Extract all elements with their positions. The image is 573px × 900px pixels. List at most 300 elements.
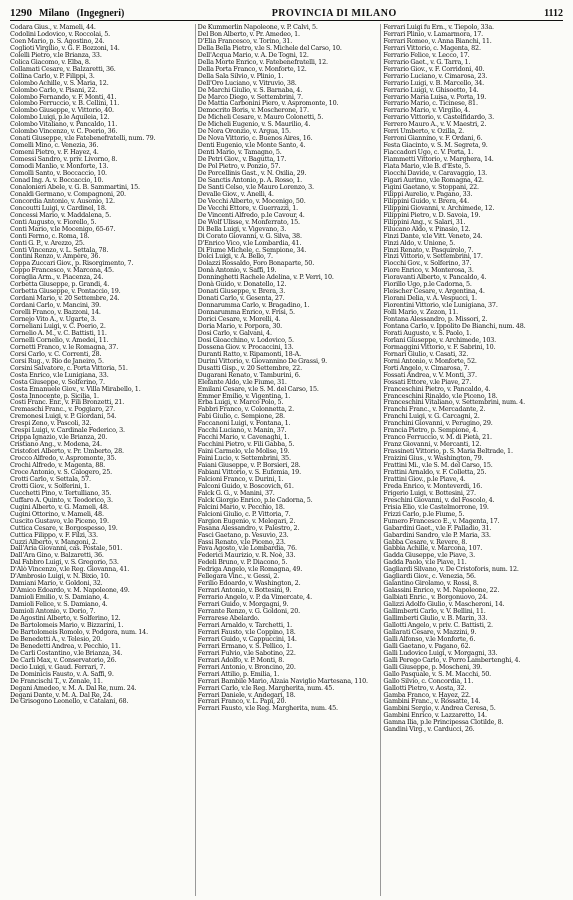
directory-entry: De Wolf Ulisse, v. Monferrato, 15. <box>197 217 300 226</box>
directory-entry: Fava Agosto, v.le Lombardia, 76. <box>197 544 297 553</box>
directory-entry: Ferrari Plinio, v. Lamarmora, 17. <box>383 29 484 38</box>
directory-entry: Ferrario Felice, v. Lecco, 17. <box>383 50 470 59</box>
directory-entry: Gabardini Sandro, v.le P. Maria, 33. <box>383 530 491 539</box>
directory-entry: Ferrario Gaet., v. G. Tarra, 1. <box>383 57 471 66</box>
directory-entry: Devalle Giov., v. Anelli, 4. <box>197 189 274 198</box>
directory-entry: Fraizini Gius., v. Washington, 79. <box>383 454 484 463</box>
directory-entry: Fasci Gaetano, p. Vesuvio, 23. <box>197 530 289 539</box>
directory-entry: Crespi Zeno, v. Pascoli, 32. <box>10 419 92 428</box>
directory-entry: Figari Aurimo, v.le Romagna, 42. <box>383 175 484 184</box>
directory-entry: De Vecchi Ettore, v. Guerrazzi, 1. <box>197 203 298 212</box>
directory-entry: D'Enrico Vico, v.le Lombardia, 41. <box>197 238 302 247</box>
directory-entry: Cucchetti Pino, v. Tertulliano, 35. <box>10 488 112 497</box>
directory-entry: De Nora Oronzio, v. Argua, 15. <box>197 127 291 136</box>
directory-entry: Corelli Franco, v. Bazzoni, 14. <box>10 308 101 317</box>
directory-entry: Fabbri Franco, v. Colonnetta, 2. <box>197 405 294 414</box>
directory-entry: Dugarani Renato, v. Tamburini, 6. <box>197 370 301 379</box>
directory-entry: Galantino Girolamo, v. Rossi, 8. <box>383 579 479 588</box>
directory-entry: Francia Pietro, p. Sempione, 4. <box>383 426 479 435</box>
directory-entry: Ferrario Maria Luisa, v. Porta, 19. <box>383 92 487 101</box>
directory-entry: D'Amico Edoardo, v. M. Napoleone, 49. <box>10 586 130 595</box>
directory-entry: De Dominicis Fausto, v. A. Saffi, 9. <box>10 669 114 678</box>
directory-entry: Gallimberti Giulio, v. B. Marin, 33. <box>383 614 488 623</box>
directory-entry: Costi Franc. Enr., v. Fili Bronzetti, 21. <box>10 398 125 407</box>
directory-entry: Conti Fermo, c. Roma, 18. <box>10 231 90 240</box>
directory-entry: De Santi Celso, v.le Mauro Lorenzo, 3. <box>197 182 314 191</box>
directory-entry: Facchini Pietro, v. Fili Gabba, 5. <box>197 440 295 449</box>
directory-entry: Gallarati Cesare, v. Mazzini, 9. <box>383 627 477 636</box>
directory-entry: Fiaccadori Ugo, c. V. Porta, 1. <box>383 148 474 157</box>
directory-entry: Dusatti Gisp., v. 20 Settembre, 22. <box>197 363 302 372</box>
directory-entry: Comeni Pietro, v. F. Hayez, 4. <box>10 148 99 157</box>
directory-entry: Croce Antonio, v. S. Calogero, 25. <box>10 468 113 476</box>
directory-entry: Fumero Francesco E., v. Magenta, 17. <box>383 516 500 525</box>
directory-entry: Fabi Giulio, c. Sempione, 28. <box>197 412 285 421</box>
directory-entry: Dolazzi Rossaldo, Foro Bonaparte, 50. <box>197 259 315 268</box>
directory-entry: Gallotti Pietro, v. Aosta, 32. <box>383 683 467 692</box>
directory-entry: Gabba Cesare, v. Revere, 8. <box>383 537 468 546</box>
directory-entry: Del Bon Alberto, v. Pr. Amedeo, 1. <box>197 29 300 38</box>
directory-entry: Donninghetti Rachele Adelina, v. P. Verri, 10. <box>197 273 334 282</box>
directory-entry: Gallotti Angelo, v. priv. C. Battisti, 2. <box>383 620 493 629</box>
directory-entry: Colombo Fernando, v. F. Monti, 41. <box>10 92 117 101</box>
directory-entry: Finzi Vittorio, v. Settembrini, 17. <box>383 252 483 261</box>
directory-entry: Doria Mario, v. Porpora, 30. <box>197 321 283 330</box>
directory-entry: Filippini Pietro, v. D. Savoia, 19. <box>383 210 481 219</box>
directory-entry: Ferrari Daniele, v. Andegari, 18. <box>197 690 296 699</box>
directory-entry: Corbetta Giuseppe, v. Pontaccio, 19. <box>10 287 121 296</box>
directory-entry: Corneliani Luigi, v. C. Poerio, 2. <box>10 321 106 330</box>
directory-entry: Crotti Carlo, v. Settala, 57. <box>10 474 91 483</box>
directory-entry: Franz Giovanni, v. Mercanti, 12. <box>383 440 482 449</box>
directory-entry: Franchi Franc., v. Mercadante, 2. <box>383 405 486 414</box>
directory-entry: De Marchi Giulio, v. S. Barnaba, 4. <box>197 85 303 94</box>
directory-entry: Gadda Paolo, v.le Piave, 11. <box>383 558 467 567</box>
directory-entry: Ferrari Fulvio, v.le Sabotino, 22. <box>197 648 296 657</box>
directory-entry: Gagliardi Silvano, v. De Cristoforis, num. 12. <box>383 565 519 574</box>
directory-entry: Falconi Guido, v. Boscovich, 61. <box>197 481 294 490</box>
header-title: PROVINCIA DI MILANO <box>271 7 397 19</box>
directory-entry: Conti Vincenzo, v. L. Settala, 78. <box>10 245 109 254</box>
directory-entry: Frattini Mi., v.le S. M. del Carso, 15. <box>383 461 493 470</box>
directory-entry: Fiata Mario, v.le B. d'Este, 5. <box>383 162 471 171</box>
directory-entry: Coglioti Virgilio, v. G. F. Bozzoni, 14. <box>10 43 120 52</box>
directory-entry: Fioravanti Alberto, v. Pancaldo, 4. <box>383 273 487 282</box>
header-left <box>10 7 124 19</box>
directory-entry: Cuzzi Alberto, v. Mangoni, 2. <box>10 537 98 546</box>
directory-entry: Fellegara Vinc., v. Gessi, 2. <box>197 572 280 581</box>
directory-entry: Franco Ferruccio, v. M. di Pietà, 21. <box>383 433 492 442</box>
directory-entry: Franchini Giovanni, v. Perugino, 29. <box>383 419 493 428</box>
directory-entry: Cuttica Filippo, v. F. Filzi, 33. <box>10 530 98 539</box>
directory-entry: Galli Gaetano, v. Pagano, 62. <box>383 641 471 650</box>
directory-entry: Fossati Andrea, v. V. Monti, 37. <box>383 370 477 379</box>
directory-entry: Ferrario Vittorio, v. Castelfidardo, 3. <box>383 113 494 122</box>
directory-entry: Franceschini Vitaliano, v. Settembrini, num. 4. <box>383 398 526 407</box>
directory-entry: Della Sala Silvio, v. Plinio, 1. <box>197 71 284 80</box>
directory-entry: De Vecchi Alberto, v. Mocenigo, 50. <box>197 196 306 205</box>
directory-entry: Gambini Sergio, v. Andrea Ceresa, 5. <box>383 704 496 713</box>
directory-entry: De Francischi T., v. Zenale, 11. <box>10 676 103 685</box>
directory-entry: De Sanctis Antonio, p. A. Rosso, 1. <box>197 175 303 184</box>
directory-entry: Filippi Aurelio, v. Pagano, 33. <box>383 189 473 198</box>
directory-entry: Fornari Giulio, v. Casati, 32. <box>383 349 469 358</box>
directory-entry: Donnarumma Carlo, v. Bragadino, 1. <box>197 301 310 310</box>
directory-entry: De Carli Max, v. Conservatorio, 26. <box>10 655 117 664</box>
directory-entry: Ferrari Arnaldo, v. Tarchetti, 1. <box>197 620 293 629</box>
directory-entry: Ferrario Luciano, v. Cimarosa, 23. <box>383 71 488 80</box>
directory-entry: Ferrario Giov., v. F. Corridoni, 40. <box>383 64 485 73</box>
directory-entry: Coppa Zuccari Giov., p. Risorgimento, 7. <box>10 259 134 268</box>
directory-entry: De Bartolomeis Mario, v. Bizzarini, 1. <box>10 620 124 629</box>
directory-entry: De Bartolomeis Romolo, v. Podgora, num. 14. <box>10 627 148 636</box>
directory-entry: De Micheli Eugenio, v. S. Maurilio, 4. <box>197 120 311 129</box>
directory-entry: Cugini Alberto, v. G. Mameli, 48. <box>10 502 109 511</box>
directory-entry: Damioli Antonio, v. Dorio, 7. <box>10 607 96 616</box>
directory-entry: Costa Innocente, p. Sicilia, 1. <box>10 391 99 400</box>
directory-entry: Comolli Santo, v. Boccaccio, 10. <box>10 169 107 178</box>
directory-entry: De Pol Pietro, v. Ponzio, 57. <box>197 162 281 171</box>
directory-entry: Coppo Francesco, v. Marcona, 45. <box>10 266 114 275</box>
directory-entry: Democrito Boris, v. Moscherone, 17. <box>197 106 309 115</box>
directory-entry: Ferrante Renzo, v. G. Goldoni, 20. <box>197 607 301 616</box>
directory-entry: Finzi Renato, v. Pasquirolo, 7. <box>383 245 474 254</box>
directory-entry: Della Morte Enrico, v. Fatebenefratelli, 12. <box>197 57 328 66</box>
directory-entry: Cuttica Cesare, v. Borgospesso, 19. <box>10 523 118 532</box>
directory-entry: Cuscito Gustavo, v.le Piceno, 19. <box>10 516 109 525</box>
directory-entry: Dosi Carlo, v. Galvani, 4. <box>197 328 272 337</box>
directory-entry: Corsi Rug., v. Rio de Janeiro, 5. <box>10 356 104 365</box>
directory-entry: Colelli Pietro, v.le Brianza, 33. <box>10 50 102 59</box>
directory-entry: Finzi Dante, v.le Vitt. Veneto, 24. <box>383 231 483 240</box>
directory-column-1 <box>10 24 192 896</box>
directory-entry: Damioli Felice, v. S. Damiano, 4. <box>10 600 108 609</box>
directory-entry: Donnarumma Enrico, v. Frisi, 5. <box>197 308 295 317</box>
directory-entry: Codolini Lodovico, v. Roccolai, 5. <box>10 29 111 38</box>
directory-entry: Galizzi Adolfo Giulio, v. Mascheroni, 14. <box>383 600 505 609</box>
directory-entry: Di Corato Giovanni, v. G. Silva, 38. <box>197 231 302 240</box>
directory-entry: Conalonieri Abele, v. G. B. Sammartini, 15. <box>10 182 140 191</box>
directory-entry: Ferrari Franco, v. L. Papi, 20. <box>197 697 287 706</box>
directory-entry: Faini Lucio, v. Settembrini, 35. <box>197 454 291 463</box>
directory-entry: De Grisogono Leonello, v. Catalani, 68. <box>10 697 129 706</box>
directory-entry: Concessi Mario, v. Maddalena, 5. <box>10 210 111 219</box>
directory-entry: Festa Giacinto, v. S. M. Segreta, 9. <box>383 141 488 150</box>
directory-entry: Crespi Luigi, v. Cardinale Federico, 3. <box>10 426 125 435</box>
directory-entry: Formaggini Vittorio, v. F. Sabrini, 10. <box>383 342 496 351</box>
directory-entry: Filippini Giovanni, v. Archimede, 12. <box>383 203 495 212</box>
directory-entry: Duranti Ratto, v. Ripamonti, 18-A. <box>197 349 301 358</box>
directory-entry: Frattini Giov., p.le Piave, 4. <box>383 474 466 483</box>
directory-entry: Dell'Acqua Mario, v. A. De Togni, 12. <box>197 50 309 59</box>
directory-entry: Elefante Aldo, v.le Fiume, 31. <box>197 377 287 386</box>
directory-entry: Fiocchi Gov., v. Solferino, 37. <box>383 259 472 268</box>
directory-entry: Donà Guido, v. Donatello, 12. <box>197 280 287 289</box>
directory-entry: Ferrarese Abelardo. <box>197 614 260 623</box>
directory-entry: Di Bella Luigi, v. Vigevano, 3. <box>197 224 287 233</box>
directory-entry: Freda Enrico, v. Monteverdi, 16. <box>383 481 483 490</box>
directory-entry: Fiorani Delia, v. A. Vespucci, 1. <box>383 294 477 303</box>
directory-entry: Galassini Enrico, v. M. Napoleone, 22. <box>383 586 500 595</box>
directory-entry: Ferrari Luigi fu Ern., v. Tiepolo, 33a. <box>383 24 494 31</box>
directory-column-2 <box>195 24 378 896</box>
directory-entry: Collamati Cesare, v. Balzaretti, 36. <box>10 64 116 73</box>
directory-entry: Ferri Umberto, v. Ozilla, 2. <box>383 127 465 136</box>
directory-entry: Cornetti Franco, v. le Romagna, 37. <box>10 342 119 351</box>
directory-entry: Gallo Pasquale, v. S. M. Macchi, 50. <box>383 669 492 678</box>
directory-entry: Colombo Vitaliano, v. Pancaldo, 11. <box>10 120 118 129</box>
directory-entry: Dall'Ara Gino, v. Balzaretti, 36. <box>10 551 104 560</box>
header-section: (Ingegneri) <box>76 8 125 19</box>
directory-entry: Fassi Renato, v.le Piceno, 23. <box>197 537 286 546</box>
directory-entry: Ferrario Angelo, v. P. da Vimercate, 4. <box>197 593 312 602</box>
directory-entry: Comessi Sandro, v. priv. Livorno, 8. <box>10 155 118 164</box>
directory-entry: Comelli Mino, c. Venezia, 36. <box>10 141 99 150</box>
directory-entry: Colombo Achille, v. S. Maria, 12. <box>10 78 109 87</box>
directory-entry: Frisia Elio, v.le Castelmorrone, 19. <box>383 502 489 511</box>
directory-entry: Cordani Mario, v. 20 Settembre, 24. <box>10 294 120 303</box>
directory-entry: Conti Mario, v.le Mocenigo, 65-67. <box>10 224 116 233</box>
directory-entry: Ferrari Fausto, v.le Coppino, 18. <box>197 627 296 636</box>
directory-entry: Galli Perego Carlo, v. Porro Lambertenghi, 4. <box>383 655 521 664</box>
directory-entry: Degani Dante, v. M. A. Dal Re, 24. <box>10 690 113 699</box>
directory-entry: De Nova Vittorio, c. Buenos Aires, 16. <box>197 134 313 143</box>
directory-entry: Donati Giuseppe, v. Brera, 3. <box>197 287 286 296</box>
directory-entry: Falcini Mario, v. Pecchio, 18. <box>197 502 285 511</box>
directory-entry: Gallo Silvio, c. Concordia, 11. <box>383 676 474 685</box>
directory-entry: Franchi Luigi, v. G. Carcagni, 2. <box>383 412 480 421</box>
directory-entry: Corbetta Giuseppe, p. Grandi, 4. <box>10 280 110 289</box>
directory-entry: Falcioni Franco, v. Durini, 1. <box>197 474 284 483</box>
directory-entry: Ferrari Adolfo, v. P. Monti, 8. <box>197 655 285 664</box>
directory-entry: De Marco Diego, v. Settembrini, 7. <box>197 92 303 101</box>
directory-entry: Filippini Ang., v. Salari, 31. <box>383 217 466 226</box>
directory-entry: Fiorentini Vittorio, v.le Lunigiana, 37. <box>383 301 498 310</box>
directory-entry: Erba Luigi, v. Marco Polo, 5. <box>197 398 284 407</box>
directory-entry: Donà Antonio, v. Saffi, 19. <box>197 266 277 275</box>
page-header <box>10 6 563 21</box>
directory-entry: Conaldi Germano, v. Compagnoni, 20. <box>10 189 126 198</box>
directory-entry: Fontana Carlo, v. Ippolito De Bianchi, num. 48. <box>383 321 526 330</box>
directory-entry: Dell'Oro Luciano, v. Vitruvio, 38. <box>197 78 297 87</box>
directory-entry: Codara Gius., v. Mameli, 44. <box>10 24 96 31</box>
directory-entry: Faccanoni Luigi, v. Fontana, 1. <box>197 419 291 428</box>
directory-entry: Concoutti Luigi, v. Cardinel, 18. <box>10 203 107 212</box>
directory-entry: Ferrari Ermano, v. S. Pellico, 1. <box>197 641 292 650</box>
directory-entry: Ferrari Carlo, v.le Reg. Margherita, num. 45. <box>197 683 335 692</box>
directory-entry: Colombo Giuseppe, v. Vittorio, 40. <box>10 106 114 115</box>
directory-entry: Conti G. P., v. Arezzo, 25. <box>10 238 85 247</box>
directory-entry: Ferrari Vittorio, c. Magenta, 82. <box>383 43 481 52</box>
directory-entry: Costa Giuseppe, v. Solferino, 7. <box>10 377 105 386</box>
directory-entry: Franceschini Rinaldo, v.le Piceno, 18. <box>383 391 498 400</box>
directory-entry: Damiani Mario, v. Goldoni, 32. <box>10 579 103 588</box>
directory-entry: Ferrari Romeo, v. Anna Bianchi, 11. <box>383 36 492 45</box>
directory-entry: Crocco Alfredo, v. Aspromonte, 35. <box>10 454 117 463</box>
directory-entry: Degani Amedeo, v. M. A. Dal Re, num. 24. <box>10 683 137 692</box>
directory-entry: Della Porta Franco, v. Monforte, 12. <box>197 64 307 73</box>
directory-entry: Dolci Luigi, v. A. Bello, 7. <box>197 252 273 261</box>
directory-entry: Gallimberti Carlo, v. V. Bellini, 11. <box>383 607 486 616</box>
directory-entry: Galli Alfonso, v.le Monforte, 6. <box>383 634 476 643</box>
directory-entry: Frattini Arnaldo, v. F. Colletta, 25. <box>383 468 487 476</box>
directory-entry: Filippini Guido, v. Brera, 44. <box>383 196 470 205</box>
directory-entry: Ferrari Bambile Mario, Alzaia Naviglio Martesana, 110. <box>197 676 368 685</box>
directory-entry: Falck Giorgio Enrico, p.le Cadorna, 5. <box>197 495 313 504</box>
directory-entry: Cristiano Ang., v. Modena, 24. <box>10 440 102 449</box>
directory-entry: Fiammetti Vittorio, v. Marghera, 14. <box>383 155 494 164</box>
directory-entry: Ferrario Mario, c. Ticinese, 81. <box>383 99 478 108</box>
header-city: Milano <box>39 8 70 19</box>
directory-entry: Emilani Cesare, v.le S. M. del Carso, 15. <box>197 384 319 393</box>
directory-entry: Facchi Luciano, v. Manin, 37. <box>197 426 287 435</box>
directory-entry: Ferrari Fausto, v.le Reg. Margherita, num. 45. <box>197 704 338 713</box>
directory-entry: Gabbia Achille, v. Marcona, 107. <box>383 544 483 553</box>
directory-entry: Finzi Aldo, v. Unione, 5. <box>383 238 456 247</box>
directory-entry: De Mattia Carbonini Piero, v. Aspromonte, 10. <box>197 99 339 108</box>
directory-entry: Gambini Franc., v. Rossatte, 14. <box>383 697 481 706</box>
directory-entry: Crochi Alfredo, v. Magenta, 88. <box>10 461 106 470</box>
page-number: 1290 <box>10 7 32 19</box>
directory-entry: De Agostini Alberto, v. Solferino, 12. <box>10 614 121 623</box>
directory-entry: Fiore Enrico, v. Monterosa, 3. <box>383 266 474 275</box>
directory-entry: Fedeli Bruno, v. P. Diacono, 5. <box>197 558 288 567</box>
directory-entry: Dal Fabbro Luigi, v. S. Gregorio, 53. <box>10 558 119 567</box>
directory-entry: Franceschini Pietro, v. Pancaldo, 4. <box>383 384 491 393</box>
directory-entry: Fasana Alessandro, v. Palestro, 2. <box>197 523 300 532</box>
directory-entry: Conad Ing. A. v. Boccaccio, 10. <box>10 175 104 184</box>
directory-entry: Costa Emanuele Giov., v. Villa Mirabello, 1. <box>10 384 141 393</box>
directory-entry: Ferrari Guido, v. Morgagni, 9. <box>197 600 289 609</box>
directory-entry: Gadda Giuseppe, v.le Piave, 3. <box>383 551 475 560</box>
directory-entry: Ferrario Mario, v. Virgilio, 4. <box>383 106 470 115</box>
directory-entry: Falcioni Giulio, c. P. Vittoria, 7. <box>197 509 291 518</box>
directory-entry: Cristofori Alberto, v. Pr. Umberto, 28. <box>10 447 124 456</box>
directory-entry: Facchi Mario, v. Cavenaghi, 1. <box>197 433 290 442</box>
directory-entry: Fabiani Vittorio, v. S. Eufemia, 19. <box>197 468 301 476</box>
directory-entry: Emmer Emilio, v. Vigentina, 1. <box>197 391 291 400</box>
directory-entry: Coen Mario, p. S. Agostino, 24. <box>10 36 105 45</box>
directory-entry: Fiorillo Ugo, p.le Cadorna, 5. <box>383 280 472 289</box>
directory-entry: Colombo Luigi, p.le Aquileia, 12. <box>10 113 110 122</box>
directory-entry: Colombo Ferruccio, v. B. Cellini, 11. <box>10 99 120 108</box>
directory-entry: Colombo Carlo, v. Pisani, 22. <box>10 85 98 94</box>
directory-entry: Forni Antonio, v. Monforte, 52. <box>383 356 477 365</box>
directory-entry: Coraglia Arm., v. Piacenza, 24. <box>10 273 104 282</box>
directory-entry: Faiani Giuseppe, v. P. Borsieri, 28. <box>197 461 301 470</box>
directory-entry: Faini Carmelo, v.le Molise, 19. <box>197 447 290 456</box>
directory-entry: Ferroni Giannino, v. F. Ordani, 6. <box>383 134 483 143</box>
directory-entry: Conti Augusto, v. Fiorello, 5. <box>10 217 97 226</box>
directory-entry: Ferrari Antonio, v. Broncino, 20. <box>197 662 296 671</box>
directory-entry: Forati Augusto, v. S. Paolo, 1. <box>383 328 472 337</box>
directory-entry: Gamna Ilia, p.le Principessa Clotilde, 8. <box>383 718 504 727</box>
directory-entry: Gandini Virg., v. Carducci, 26. <box>383 725 475 734</box>
directory-entry: Galli Ludovico Luigi, v. Morgagni, 33. <box>383 648 498 657</box>
directory-entry: Cornelli Cornelio, v. Amedei, 11. <box>10 335 109 344</box>
directory-entry: Corsini Salvatore, c. Porta Vittoria, 51. <box>10 363 128 372</box>
directory-entry: Figini Gaetano, v. Stoppani, 22. <box>383 182 479 191</box>
directory-entry: Colombo Vincenzo, v. C. Poerio, 36. <box>10 127 118 136</box>
directory-entry: Gambini Enrico, v. Lazzaretto, 14. <box>383 711 487 720</box>
directory-entry: Freschini Giovanni, v. del Foscolo, 4. <box>383 495 495 504</box>
directory-entry: Denti Eugenio, v.le Monte Santo, 4. <box>197 141 306 150</box>
directory-entry: Ferilio Edoardo, v. Washington, 2. <box>197 579 301 588</box>
directory-entry: Cordani Carlo, v. Mancini, 39. <box>10 301 101 310</box>
directory-entry: Forti Angelo, v. Cimarosa, 7. <box>383 363 470 372</box>
directory-entry: Dall'Aria Giovanni, cas. Postale, 501. <box>10 544 123 553</box>
directory-entry: Gamba Franco, v. Hayez, 22. <box>383 690 471 699</box>
directory-entry: Dosi Gioacchino, v. Lodovico, 5. <box>197 335 294 344</box>
directory-entry: Crotti Giov., v. Solferini, 1. <box>10 481 90 490</box>
directory-entry: Cornejo Vito A., v. Ugarte, 3. <box>10 315 97 324</box>
directory-entry: Dossena Giov. v. Procaccini, 13. <box>197 342 294 351</box>
directory-entry: Comodi Manlio, v. Monforte, 13. <box>10 162 109 171</box>
directory-entry: Concordia Antonio, v. Ausonio, 12. <box>10 196 115 205</box>
directory-entry: Cuffaro A. Quinto, v. Teodorico, 3. <box>10 495 113 504</box>
directory-entry: Della Bella Pietro, v.le S. Michele del Carso, 10. <box>197 43 342 52</box>
directory-entry: De Porcellinis Gast., v. N. Oxilia, 29. <box>197 169 307 178</box>
directory-entry: Crippa Ignazio, v.le Brianza, 20. <box>10 433 108 442</box>
directory-entry: Costa Enrico, v.le Lunigiana, 33. <box>10 370 109 379</box>
directory-entry: Cornelio A. M., v. C. Battisti, 11. <box>10 328 107 337</box>
directory-entry: Galbiati Enric., v. Borgonuovo, 24. <box>383 593 488 602</box>
directory-entry: Damioli Emilio, v. S. Damiano, 4. <box>10 593 109 602</box>
directory-entry: Colica Giacomo, v. Elba, 8. <box>10 57 91 66</box>
directory-entry: Cremaschi Franc., v. Poggiaro, 27. <box>10 405 116 414</box>
directory-entry: Federici Maurizio, v. R. Noè, 33. <box>197 551 296 560</box>
directory-entry: Collina Carlo, v. P. Filippi, 3. <box>10 71 95 80</box>
directory-entry: Fossati Ettore, v.le Piave, 27. <box>383 377 472 386</box>
directory-entry: Decio Luigi, v. Gaud. Ferrari, 7. <box>10 662 106 671</box>
directory-entry: Fiocchi Davide, v. Caravaggio, 13. <box>383 169 488 178</box>
directory-entry: Forlani Giuseppe, v. Archimede, 103. <box>383 335 497 344</box>
directory-entry: De Micheli Cesare, v. Mauro Colonetti, 5. <box>197 113 324 122</box>
directory-entry: Di Fiume Michele, c. Sempione, 34. <box>197 245 307 254</box>
directory-entry: Ferrari Attilio, p. Emilia, 1. <box>197 669 280 678</box>
directory-entry: Ferrari Antonio, v. Bottesini, 9. <box>197 586 292 595</box>
header-range: 1112 <box>544 7 563 19</box>
directory-entry: De Carli Costantino, v.le Brianza, 34. <box>10 648 123 657</box>
directory-column-3 <box>380 24 563 896</box>
directory-entry: Ferrari Guido, v. Cappuccini, 14. <box>197 634 297 643</box>
directory-entry: De Benedetti Andrea, v. Pecchio, 11. <box>10 641 121 650</box>
directory-entry: Cremonesi Luigi, v. P. Giordani, 54. <box>10 412 117 421</box>
directory-entry: Gabardini Gaet., v.le F. Palladio, 31. <box>383 523 492 532</box>
directory-entry: Ferrario Luigi, v. B. Marcello, 34. <box>383 78 485 87</box>
directory-entry: Cugini Ottorino, v. Mameli, 48. <box>10 509 104 518</box>
directory-entry: D'Alò Vincenzo, v.le Reg. Giovanna, 41. <box>10 565 130 574</box>
directory-entry: Gagliardi Giov., c. Venezia, 56. <box>383 572 476 581</box>
directory-entry: Fedriga Angelo, v.le Romagna, 49. <box>197 565 303 574</box>
directory-entry: Galli Giuseppe, p. Moscheni, 39. <box>383 662 483 671</box>
directory-entry: Dorici Cesare, v. Morelli, 4. <box>197 315 281 324</box>
directory-entry: Fleischer Cesare, v. Argentina, 4. <box>383 287 485 296</box>
directory-entry: Fontana Alessandro, p. Missori, 2. <box>383 315 488 324</box>
directory-entry: D'Elia Francesco, v. Torino, 31. <box>197 36 293 45</box>
directory-entry: Falck G. G., v. Manini, 37. <box>197 488 275 497</box>
directory-entry: Denti Mario, v. Tamagno, 5. <box>197 148 282 157</box>
directory-entry: Frigerio Luigi, v. Bottesini, 27. <box>383 488 476 497</box>
directory-entry: Conati Giuseppe, v.le Fatebenefratelli, num. 79. <box>10 134 156 143</box>
directory-entry: Ferrario Luigi, v. Ghisoetto, 14. <box>383 85 479 94</box>
directory-entry: Fargion Eugenio, v. Melegari, 2. <box>197 516 296 525</box>
directory-entry: Ferrero Mauro A., v. V. Maestri, 2. <box>383 120 487 129</box>
directory-entry: D'Ambrosio Luigi, v. N. Bixio, 10. <box>10 572 110 581</box>
directory-entry: Frassineti Vittorio, p. S. Maria Beltrade, 1. <box>383 447 513 456</box>
directory-entry: De Petri Giov., v. Bagutta, 17. <box>197 155 287 164</box>
directory-entry: Donati Carlo, v. Gesenta, 27. <box>197 294 285 303</box>
